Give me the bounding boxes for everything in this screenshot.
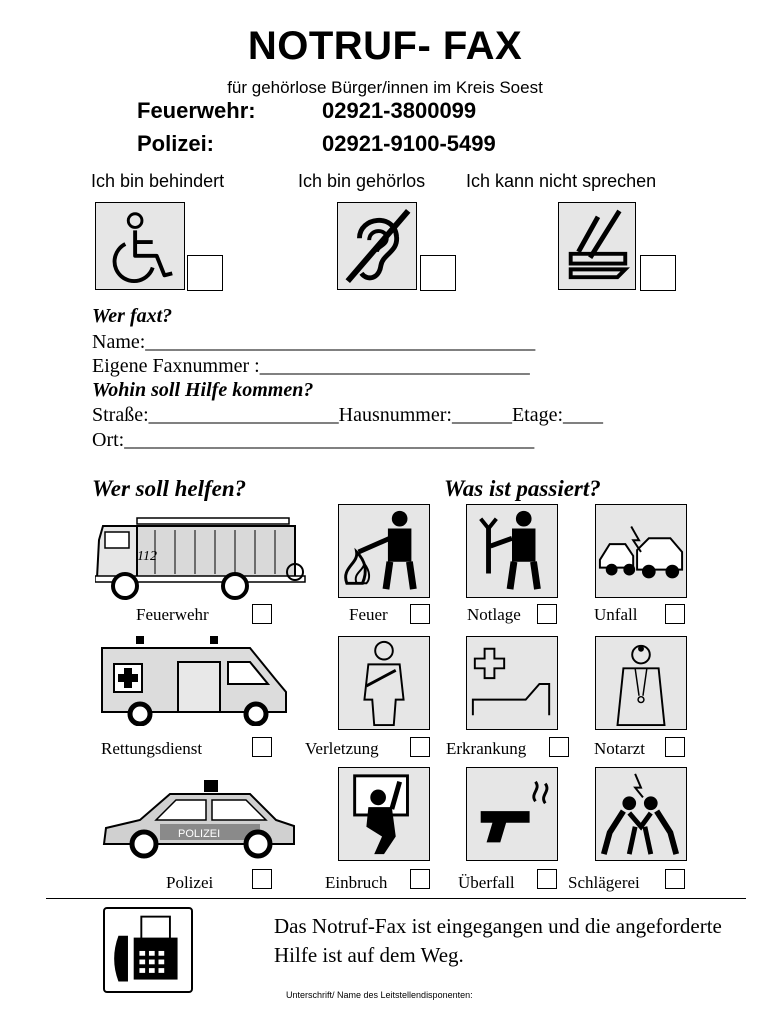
phone-label-police: Polizei: <box>137 131 215 156</box>
checkbox-mute[interactable] <box>640 255 676 291</box>
incident-label-emergency: Notlage <box>467 605 521 624</box>
checkbox-illness[interactable] <box>549 737 569 757</box>
checkbox-accident[interactable] <box>665 604 685 624</box>
checkbox-fire-service[interactable] <box>252 604 272 624</box>
incident-label-illness: Erkrankung <box>446 739 527 758</box>
signature-label: Unterschrift/ Name des Leitstellendisponenten: <box>286 990 473 1000</box>
phone-label-fire: Feuerwehr: <box>137 98 256 123</box>
checkbox-deaf[interactable] <box>420 255 456 291</box>
incident-label-injury: Verletzung <box>305 739 379 758</box>
fax-number-field[interactable]: Eigene Faxnummer :___________________________ <box>92 355 530 377</box>
checkbox-fire[interactable] <box>410 604 430 624</box>
wheelchair-icon <box>95 202 185 290</box>
fight-icon <box>595 767 687 861</box>
incident-label-doctor: Notarzt <box>594 739 645 758</box>
incident-label-fight: Schlägerei <box>568 873 640 892</box>
service-label-police: Polizei <box>166 873 214 892</box>
service-label-fire: Feuerwehr <box>136 605 209 624</box>
page-title: NOTRUF- FAX <box>247 24 523 68</box>
car-crash-icon <box>595 504 687 598</box>
truck-number-text: 112 <box>137 549 157 564</box>
condition-label-deaf: Ich bin gehörlos <box>298 171 426 191</box>
gun-icon <box>466 767 558 861</box>
checkbox-disabled[interactable] <box>187 255 223 291</box>
incident-label-robbery: Überfall <box>458 873 515 892</box>
checkbox-robbery[interactable] <box>537 869 557 889</box>
police-car-text: POLIZEI <box>178 828 221 840</box>
phone-number-fire: 02921-3800099 <box>322 98 477 123</box>
checkbox-doctor[interactable] <box>665 737 685 757</box>
injured-person-icon <box>338 636 430 730</box>
police-car-icon <box>100 778 298 862</box>
checkbox-injury[interactable] <box>410 737 430 757</box>
confirmation-text: Das Notruf-Fax ist eingegangen und die angeforderte Hilfe ist auf dem Weg. <box>274 914 722 967</box>
who-helps-heading: Wer soll helfen? <box>92 476 247 501</box>
fax-machine-icon <box>103 907 193 993</box>
burglar-icon <box>338 767 430 861</box>
what-happened-heading: Was ist passiert? <box>444 476 601 501</box>
city-field[interactable]: Ort:_________________________________________ <box>92 429 535 451</box>
fire-fighter-icon <box>338 504 430 598</box>
sick-bed-icon <box>466 636 558 730</box>
deaf-ear-icon <box>337 202 417 290</box>
doctor-icon <box>595 636 687 730</box>
phone-number-police: 02921-9100-5499 <box>322 131 496 156</box>
incident-label-fire: Feuer <box>349 605 388 624</box>
ambulance-icon <box>100 634 290 726</box>
fire-truck-icon <box>95 510 310 600</box>
footer-divider <box>46 898 746 899</box>
where-help-heading: Wohin soll Hilfe kommen? <box>92 379 314 401</box>
address-field[interactable]: Straße:___________________Hausnummer:______Etage:____ <box>92 404 604 426</box>
page-subtitle: für gehörlose Bürger/innen im Kreis Soest <box>227 78 543 97</box>
service-label-ambulance: Rettungsdienst <box>101 739 203 758</box>
checkbox-fight[interactable] <box>665 869 685 889</box>
incident-label-burglary: Einbruch <box>325 873 388 892</box>
condition-label-mute: Ich kann nicht sprechen <box>466 171 657 191</box>
wrench-worker-icon <box>466 504 558 598</box>
who-faxes-heading: Wer faxt? <box>92 305 173 327</box>
mute-speech-icon <box>558 202 636 290</box>
condition-label-disabled: Ich bin behindert <box>91 171 225 191</box>
name-field[interactable]: Name:_______________________________________ <box>92 331 536 353</box>
incident-label-accident: Unfall <box>594 605 638 624</box>
checkbox-police[interactable] <box>252 869 272 889</box>
checkbox-emergency[interactable] <box>537 604 557 624</box>
checkbox-burglary[interactable] <box>410 869 430 889</box>
checkbox-ambulance[interactable] <box>252 737 272 757</box>
